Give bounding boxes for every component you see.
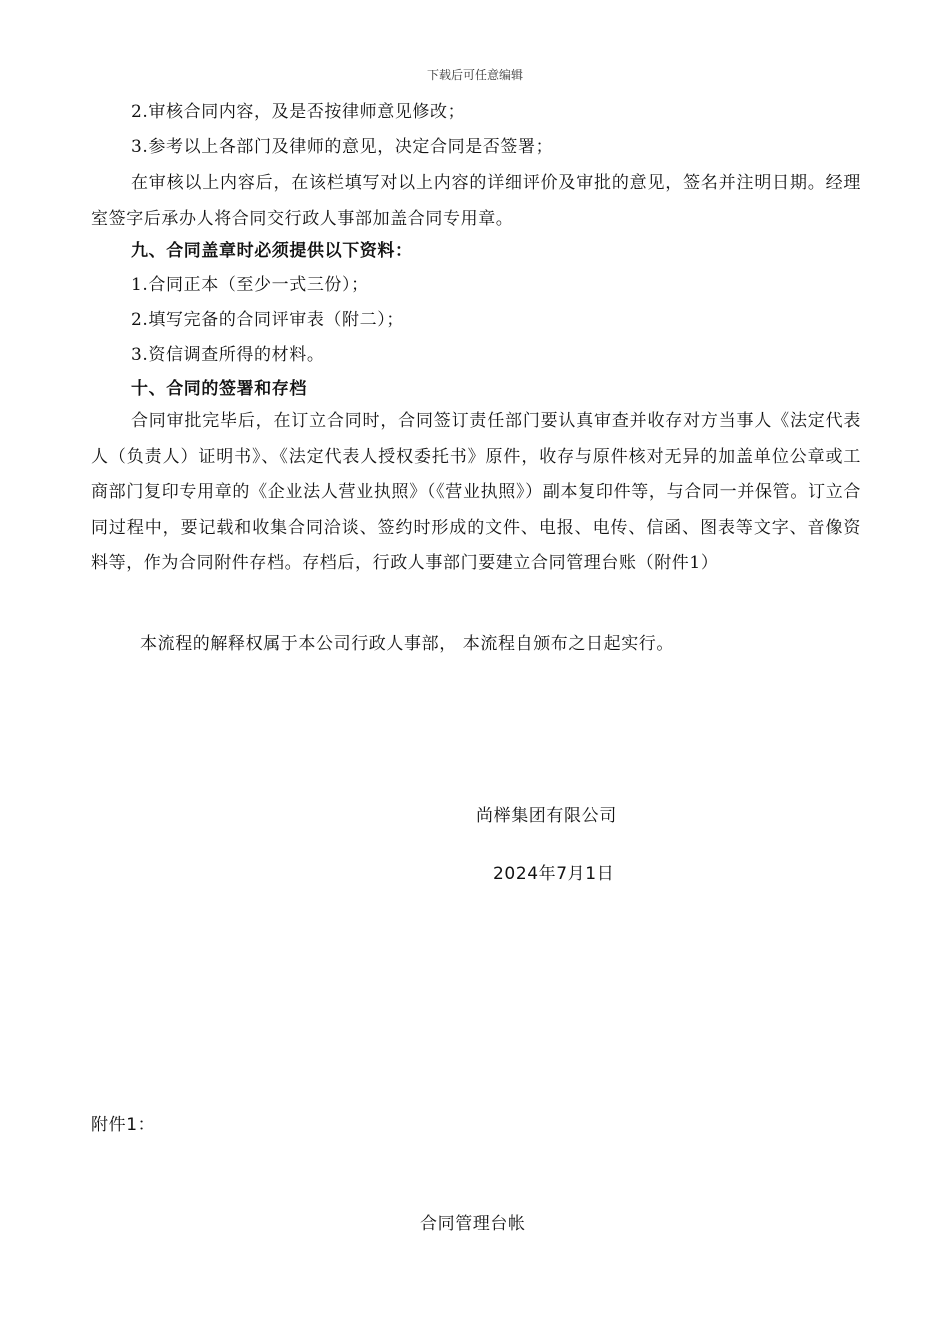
review-item-2: 2.审核合同内容，及是否按律师意见修改； [131,102,466,122]
section-9-item-1: 1.合同正本（至少一式三份）； [131,275,369,295]
attachment-label: 附件1： [91,1115,156,1135]
review-item-3: 3.参考以上各部门及律师的意见，决定合同是否签署； [131,137,554,157]
header-note: 下载后可任意编辑 [426,68,523,82]
section-9-heading: 九、合同盖章时必须提供以下资料： [131,241,413,261]
signature-company: 尚榉集团有限公司 [476,806,617,826]
section-10-heading: 十、合同的签署和存档 [131,379,307,399]
section-9-item-2: 2.填写完备的合同评审表（附二）； [131,310,404,330]
signature-date: 2024年7月1日 [493,864,615,884]
section-10-paragraph: 合同审批完毕后，在订立合同时，合同签订责任部门要认真审查并收存对方当事人《法定代表人（负责人）证明书》、《法定代表人授权委托书》原件，收存与原件核对无异的加盖单位公章或工商部门复印专用章的《企业法人营业执照》（《营业执照》）副本复印件等，与合同一并保管。订立合同过程中，要记载和收集合同洽谈、签约时形成的文件、电报、电传、信函、图表等文字、音像资料等，作为合同附件存档。存档后，行政人事部门要建立合同管理台账（附件1） [91,411,861,573]
section-9-item-3: 3.资信调查所得的材料。 [131,345,325,365]
review-paragraph: 在审核以上内容后，在该栏填写对以上内容的详细评价及审批的意见，签名并注明日期。经理室签字后承办人将合同交行政人事部加盖合同专用章。 [91,173,861,229]
closing-statement: 本流程的解释权属于本公司行政人事部， 本流程自颁布之日起实行。 [140,634,675,654]
attachment-title: 合同管理台帐 [420,1214,526,1234]
